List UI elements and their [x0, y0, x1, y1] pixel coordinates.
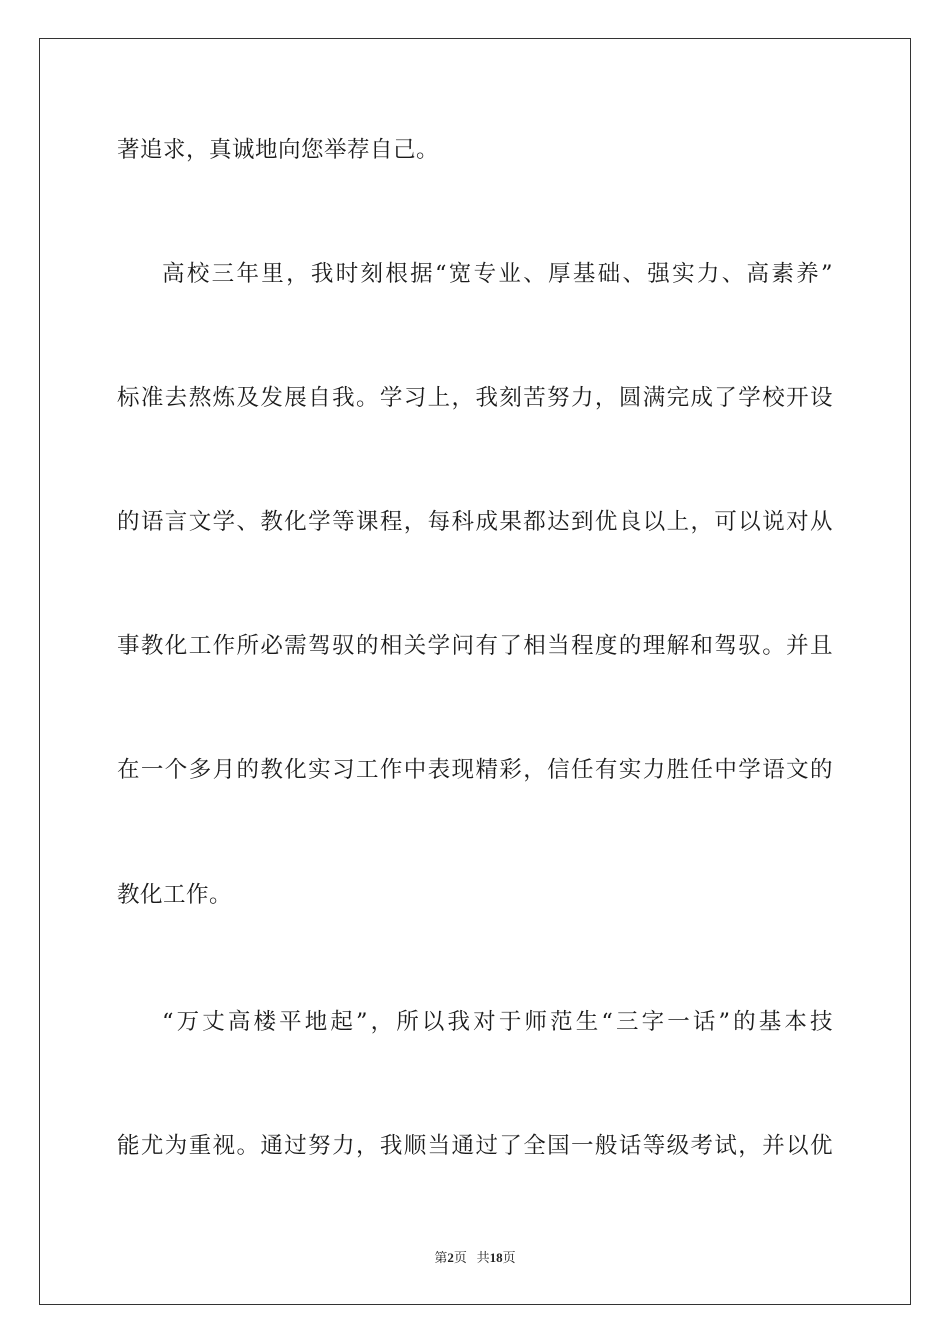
text-line-8: “万丈高楼平地起”，所以我对于师范生“三字一话”的基本技 — [162, 1009, 833, 1035]
text-line-9: 能尤为重视。通过努力，我顺当通过了全国一般话等级考试，并以优 — [117, 1133, 833, 1159]
text-line-6: 在一个多月的教化实习工作中表现精彩，信任有实力胜任中学语文的 — [117, 757, 833, 783]
footer-page-suffix: 页 — [453, 1250, 467, 1265]
footer-page-prefix: 第 — [434, 1250, 448, 1265]
text-line-1: 著追求，真诚地向您举荐自己。 — [117, 137, 440, 163]
page-border — [39, 38, 911, 1305]
footer-page-number: 2 — [447, 1250, 454, 1265]
footer-total-prefix: 共 — [476, 1250, 490, 1265]
text-line-3: 标准去熬炼及发展自我。学习上，我刻苦努力，圆满完成了学校开设 — [117, 385, 833, 411]
page-footer — [0, 1247, 950, 1266]
footer-total-pages: 18 — [489, 1250, 503, 1265]
text-line-4: 的语言文学、教化学等课程，每科成果都达到优良以上，可以说对从 — [117, 509, 833, 535]
text-line-2: 高校三年里，我时刻根据“宽专业、厚基础、强实力、高素养” — [162, 261, 833, 287]
text-line-7: 教化工作。 — [117, 882, 233, 908]
footer-total-suffix: 页 — [502, 1250, 516, 1265]
text-line-5: 事教化工作所必需驾驭的相关学问有了相当程度的理解和驾驭。并且 — [117, 633, 833, 659]
